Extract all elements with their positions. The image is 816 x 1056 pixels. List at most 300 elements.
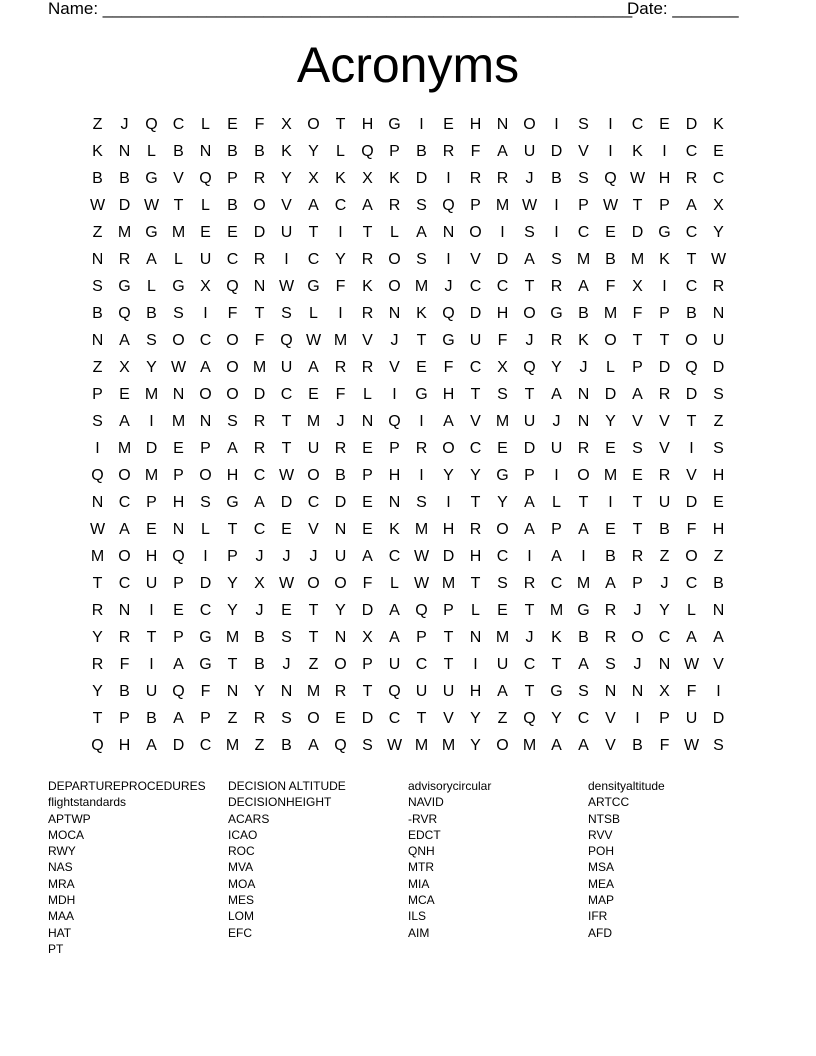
grid-cell: C	[118, 575, 131, 592]
grid-cell: M	[522, 737, 537, 754]
grid-cell: P	[389, 440, 400, 457]
grid-row	[84, 219, 732, 246]
grid-cell: S	[416, 197, 427, 214]
grid-cell: N	[712, 305, 725, 322]
grid-cell: N	[442, 224, 455, 241]
grid-cell: R	[604, 602, 617, 619]
grid-cell: I	[500, 224, 505, 241]
grid-cell: D	[253, 224, 266, 241]
grid-cell: Q	[442, 305, 455, 322]
grid-cell: O	[334, 575, 347, 592]
grid-cell: N	[712, 602, 725, 619]
grid-cell: H	[712, 467, 725, 484]
word-list-item: MSA	[588, 860, 615, 875]
grid-cell: H	[442, 386, 455, 403]
grid-cell: G	[550, 305, 563, 322]
grid-cell: V	[659, 413, 670, 430]
word-list-item: MAA	[48, 909, 75, 924]
grid-cell: B	[713, 575, 724, 592]
grid-cell: T	[470, 494, 481, 511]
grid-cell: U	[280, 359, 293, 376]
word-list-item: NAVID	[408, 795, 444, 810]
grid-cell: P	[173, 467, 184, 484]
grid-cell: I	[689, 440, 694, 457]
grid-cell: X	[254, 575, 265, 592]
grid-cell: S	[200, 494, 211, 511]
grid-cell: T	[659, 332, 670, 349]
grid-cell: T	[335, 116, 346, 133]
grid-cell: A	[605, 575, 616, 592]
grid-cell: S	[92, 278, 103, 295]
grid-cell: U	[442, 683, 455, 700]
grid-cell: N	[334, 521, 347, 538]
grid-cell: U	[145, 683, 158, 700]
grid-cell: J	[309, 548, 318, 565]
grid-cell: R	[442, 143, 455, 160]
grid-cell: O	[523, 116, 536, 133]
grid-cell: Z	[713, 548, 724, 565]
grid-cell: P	[173, 629, 184, 646]
grid-cell: V	[281, 197, 292, 214]
grid-cell: M	[117, 440, 132, 457]
grid-cell: L	[336, 143, 345, 160]
word-column	[408, 778, 588, 957]
grid-cell: S	[281, 710, 292, 727]
grid-cell: H	[658, 170, 671, 187]
page-title: Acronyms	[296, 37, 520, 93]
word-list-item: RVV	[588, 827, 613, 842]
grid-cell: C	[199, 602, 212, 619]
grid-cell: N	[91, 332, 104, 349]
grid-cell: L	[390, 224, 399, 241]
grid-row	[84, 165, 732, 192]
grid-cell: O	[496, 521, 509, 538]
grid-cell: X	[659, 683, 670, 700]
grid-cell: A	[551, 548, 562, 565]
grid-cell: R	[685, 170, 698, 187]
word-list-item: HAT	[48, 925, 72, 940]
grid-row	[84, 138, 732, 165]
grid-cell: V	[362, 332, 373, 349]
grid-cell: S	[551, 251, 562, 268]
grid-cell: O	[469, 224, 482, 241]
grid-cell: S	[416, 251, 427, 268]
grid-row	[84, 624, 732, 651]
grid-row	[84, 246, 732, 273]
grid-cell: P	[146, 494, 157, 511]
grid-cell: T	[686, 251, 697, 268]
grid-cell: J	[525, 170, 534, 187]
grid-cell: O	[307, 467, 320, 484]
grid-cell: G	[496, 467, 509, 484]
word-list-item: MDH	[48, 893, 76, 908]
grid-cell: Q	[172, 548, 185, 565]
word-list-item: MVA	[228, 860, 254, 875]
grid-row	[84, 597, 732, 624]
grid-cell: V	[605, 737, 616, 754]
grid-cell: N	[361, 413, 374, 430]
grid-cell: I	[716, 683, 721, 700]
grid-cell: M	[441, 737, 456, 754]
grid-cell: F	[362, 575, 373, 592]
grid-cell: Y	[335, 602, 346, 619]
grid-cell: T	[362, 224, 373, 241]
grid-cell: I	[554, 467, 559, 484]
grid-cell: S	[227, 413, 238, 430]
grid-cell: D	[118, 197, 131, 214]
grid-cell: Y	[92, 683, 103, 700]
grid-cell: B	[173, 143, 184, 160]
grid-row	[84, 300, 732, 327]
grid-cell: U	[550, 440, 563, 457]
grid-cell: H	[712, 521, 725, 538]
grid-cell: R	[361, 359, 374, 376]
grid-cell: Z	[92, 116, 103, 133]
grid-cell: E	[605, 440, 616, 457]
grid-cell: M	[414, 278, 429, 295]
grid-cell: X	[632, 278, 643, 295]
grid-cell: Q	[280, 332, 293, 349]
grid-cell: D	[550, 143, 563, 160]
grid-cell: P	[416, 629, 427, 646]
grid-cell: M	[306, 683, 321, 700]
grid-row	[84, 570, 732, 597]
grid-cell: D	[496, 251, 509, 268]
grid-cell: M	[90, 548, 105, 565]
grid-cell: G	[226, 494, 239, 511]
grid-cell: O	[307, 575, 320, 592]
grid-cell: X	[281, 116, 292, 133]
word-list-item: LOM	[228, 909, 255, 924]
grid-cell: R	[712, 278, 725, 295]
grid-cell: U	[280, 224, 293, 241]
grid-cell: T	[227, 521, 238, 538]
grid-cell: E	[227, 224, 238, 241]
grid-cell: R	[91, 602, 104, 619]
grid-cell: B	[254, 656, 265, 673]
grid-row	[84, 273, 732, 300]
grid-cell: Q	[91, 737, 104, 754]
grid-cell: H	[388, 467, 401, 484]
grid-cell: Y	[443, 467, 454, 484]
grid-cell: P	[659, 305, 670, 322]
grid-cell: I	[446, 170, 451, 187]
grid-cell: F	[497, 332, 508, 349]
grid-cell: O	[388, 251, 401, 268]
grid-cell: U	[334, 548, 347, 565]
grid-cell: T	[578, 494, 589, 511]
grid-cell: O	[631, 629, 644, 646]
grid-cell: A	[173, 656, 184, 673]
grid-cell: R	[631, 548, 644, 565]
grid-row	[84, 489, 732, 516]
grid-cell: Q	[442, 197, 455, 214]
grid-cell: B	[335, 467, 346, 484]
grid-cell: L	[201, 521, 210, 538]
grid-cell: Z	[92, 224, 103, 241]
grid-cell: A	[713, 629, 724, 646]
grid-cell: R	[118, 251, 131, 268]
grid-cell: W	[305, 332, 322, 349]
grid-cell: C	[118, 494, 131, 511]
grid-cell: I	[419, 467, 424, 484]
grid-cell: Z	[659, 548, 670, 565]
grid-cell: P	[92, 386, 103, 403]
grid-cell: V	[389, 359, 400, 376]
grid-cell: I	[554, 197, 559, 214]
grid-cell: I	[635, 710, 640, 727]
grid-cell: V	[659, 440, 670, 457]
grid-cell: R	[361, 251, 374, 268]
grid-cell: B	[92, 305, 103, 322]
grid-cell: S	[605, 656, 616, 673]
grid-cell: O	[388, 278, 401, 295]
grid-cell: L	[363, 386, 372, 403]
grid-cell: B	[281, 737, 292, 754]
grid-cell: M	[171, 413, 186, 430]
grid-cell: E	[119, 386, 130, 403]
grid-cell: R	[658, 386, 671, 403]
grid-cell: C	[388, 710, 401, 727]
grid-cell: C	[226, 251, 239, 268]
word-list-item: ARTCC	[588, 795, 630, 810]
grid-cell: W	[278, 278, 295, 295]
grid-cell: V	[470, 413, 481, 430]
grid-cell: S	[578, 170, 589, 187]
grid-cell: A	[497, 143, 508, 160]
grid-cell: F	[632, 305, 643, 322]
grid-cell: W	[89, 521, 106, 538]
grid-cell: P	[551, 521, 562, 538]
word-list-item: APTWP	[48, 811, 91, 826]
grid-cell: M	[603, 467, 618, 484]
grid-cell: T	[551, 656, 562, 673]
grid-cell: W	[602, 197, 619, 214]
grid-cell: B	[227, 197, 238, 214]
grid-cell: U	[469, 332, 482, 349]
grid-cell: T	[254, 305, 265, 322]
grid-cell: R	[91, 656, 104, 673]
grid-cell: F	[335, 278, 346, 295]
grid-cell: A	[524, 494, 535, 511]
grid-cell: N	[226, 683, 239, 700]
word-list-item: MOCA	[48, 827, 84, 842]
word-list-item: MEA	[588, 876, 615, 891]
word-list-item: ILS	[408, 909, 427, 924]
grid-cell: L	[309, 305, 318, 322]
grid-cell: V	[470, 251, 481, 268]
grid-cell: M	[171, 224, 186, 241]
grid-cell: F	[443, 359, 454, 376]
grid-cell: F	[605, 278, 616, 295]
grid-cell: S	[497, 386, 508, 403]
grid-cell: C	[685, 575, 698, 592]
grid-cell: M	[144, 386, 159, 403]
grid-cell: G	[577, 602, 590, 619]
grid-cell: I	[149, 413, 154, 430]
grid-cell: P	[578, 197, 589, 214]
grid-row	[84, 678, 732, 705]
grid-cell: L	[552, 494, 561, 511]
grid-cell: I	[608, 116, 613, 133]
grid-row	[84, 408, 732, 435]
grid-cell: A	[524, 521, 535, 538]
grid-cell: R	[118, 629, 131, 646]
grid-cell: R	[253, 170, 266, 187]
grid-cell: T	[146, 629, 157, 646]
grid-cell: S	[713, 737, 724, 754]
grid-cell: D	[523, 440, 536, 457]
grid-cell: W	[143, 197, 160, 214]
grid-cell: U	[658, 494, 671, 511]
grid-row	[84, 192, 732, 219]
grid-cell: F	[254, 332, 265, 349]
grid-cell: R	[334, 359, 347, 376]
grid-cell: R	[523, 575, 536, 592]
word-list-item: NTSB	[588, 811, 621, 826]
grid-cell: H	[145, 548, 158, 565]
grid-cell: W	[278, 467, 295, 484]
grid-cell: T	[632, 494, 643, 511]
grid-cell: B	[632, 737, 643, 754]
grid-cell: P	[227, 548, 238, 565]
grid-cell: E	[173, 602, 184, 619]
grid-cell: U	[415, 683, 428, 700]
grid-cell: A	[308, 737, 319, 754]
grid-cell: B	[605, 251, 616, 268]
grid-cell: H	[442, 521, 455, 538]
grid-cell: O	[118, 548, 131, 565]
grid-cell: P	[119, 710, 130, 727]
grid-cell: U	[712, 332, 725, 349]
grid-cell: E	[659, 116, 670, 133]
grid-cell: O	[685, 332, 698, 349]
grid-cell: G	[388, 116, 401, 133]
grid-cell: O	[577, 467, 590, 484]
grid-cell: D	[199, 575, 212, 592]
grid-cell: Q	[361, 143, 374, 160]
grid-cell: G	[658, 224, 671, 241]
grid-cell: S	[92, 413, 103, 430]
grid-cell: Y	[605, 413, 616, 430]
grid-cell: A	[578, 278, 589, 295]
word-list-item: QNH	[408, 844, 435, 859]
grid-cell: I	[527, 548, 532, 565]
grid-cell: M	[576, 251, 591, 268]
grid-cell: T	[92, 710, 103, 727]
grid-cell: B	[254, 143, 265, 160]
grid-cell: N	[172, 386, 185, 403]
grid-cell: I	[554, 224, 559, 241]
grid-cell: V	[578, 143, 589, 160]
grid-cell: U	[685, 710, 698, 727]
grid-cell: B	[416, 143, 427, 160]
grid-cell: L	[201, 116, 210, 133]
word-list-item: MES	[228, 893, 255, 908]
grid-cell: N	[496, 116, 509, 133]
grid-cell: G	[442, 332, 455, 349]
grid-cell: A	[632, 386, 643, 403]
grid-cell: I	[149, 656, 154, 673]
grid-cell: M	[252, 359, 267, 376]
grid-cell: Y	[92, 629, 103, 646]
grid-row	[84, 651, 732, 678]
grid-cell: I	[203, 305, 208, 322]
grid-cell: M	[576, 575, 591, 592]
grid-cell: G	[550, 683, 563, 700]
grid-cell: T	[308, 602, 319, 619]
grid-cell: Y	[470, 737, 481, 754]
grid-cell: E	[713, 143, 724, 160]
grid-row	[84, 327, 732, 354]
grid-cell: W	[278, 575, 295, 592]
grid-cell: C	[577, 710, 590, 727]
grid-cell: L	[174, 251, 183, 268]
grid-cell: Y	[551, 359, 562, 376]
grid-cell: E	[362, 494, 373, 511]
grid-cell: J	[120, 116, 129, 133]
grid-cell: V	[686, 467, 697, 484]
header-line	[48, 0, 748, 20]
grid-cell: B	[578, 629, 589, 646]
grid-cell: T	[416, 710, 427, 727]
grid-cell: I	[608, 494, 613, 511]
grid-cell: Z	[227, 710, 238, 727]
grid-cell: Z	[92, 359, 103, 376]
grid-cell: N	[577, 386, 590, 403]
grid-cell: I	[203, 548, 208, 565]
grid-cell: Y	[551, 710, 562, 727]
grid-cell: M	[414, 737, 429, 754]
grid-cell: G	[199, 629, 212, 646]
grid-cell: C	[469, 359, 482, 376]
grid-cell: A	[686, 197, 697, 214]
grid-cell: E	[497, 440, 508, 457]
grid-cell: C	[280, 386, 293, 403]
grid-cell: Q	[523, 359, 536, 376]
word-list-item: POH	[588, 844, 615, 859]
grid-cell: S	[146, 332, 157, 349]
grid-cell: H	[469, 116, 482, 133]
grid-cell: H	[469, 683, 482, 700]
grid-cell: A	[443, 413, 454, 430]
grid-cell: Q	[388, 683, 401, 700]
grid-cell: D	[415, 170, 428, 187]
grid-cell: A	[551, 737, 562, 754]
grid-cell: D	[712, 710, 725, 727]
grid-cell: K	[335, 170, 346, 187]
grid-cell: W	[413, 575, 430, 592]
grid-cell: C	[388, 548, 401, 565]
grid-cell: E	[362, 521, 373, 538]
grid-cell: S	[497, 575, 508, 592]
grid-cell: A	[389, 602, 400, 619]
letter-grid	[84, 111, 732, 759]
grid-cell: T	[524, 278, 535, 295]
grid-cell: X	[362, 629, 373, 646]
grid-cell: O	[307, 710, 320, 727]
grid-cell: Y	[308, 143, 319, 160]
grid-cell: C	[307, 251, 320, 268]
grid-cell: Y	[146, 359, 157, 376]
word-list-item: DEPARTUREPROCEDURES	[48, 779, 206, 793]
grid-cell: A	[308, 359, 319, 376]
grid-cell: H	[226, 467, 239, 484]
grid-cell: A	[389, 629, 400, 646]
grid-cell: E	[713, 494, 724, 511]
grid-cell: P	[524, 467, 535, 484]
grid-cell: A	[146, 737, 157, 754]
